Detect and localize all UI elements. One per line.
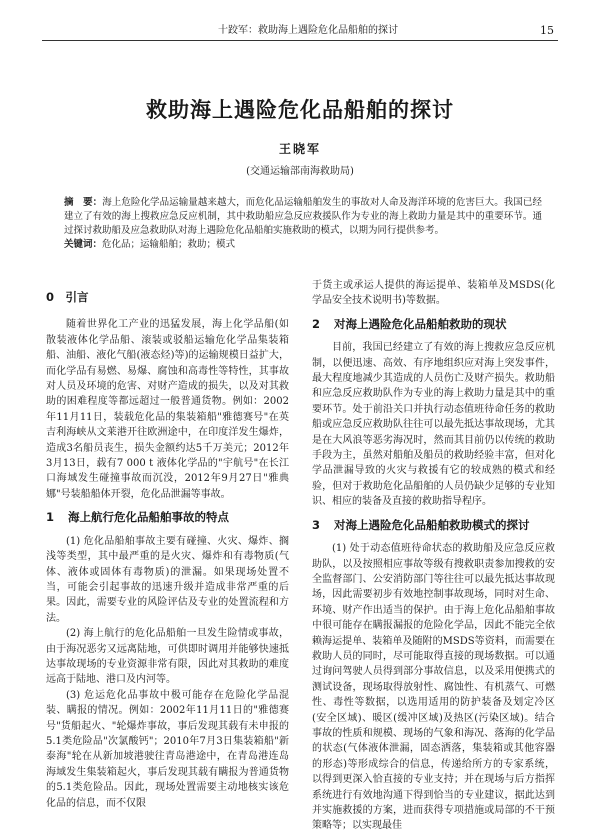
running-head [42, 22, 558, 41]
section-1-title: 海上航行危化品船舶事故的特点 [68, 510, 229, 525]
right-column [312, 278, 555, 834]
section-1-paragraph-1: (1) 危化品船舶事故主要有碰撞、火灾、爆炸、搁浅等类型，其中最严重的是火灾、爆炸和有毒物质(气体、液体或固体有毒物质)的泄漏。如果现场处置不当，可能会引起事故的迅速升级并造成非常严重的后果。因此，需要专业的风险评估及专业的处置流程和方法。 [46, 535, 289, 624]
section-2-number: 2 [312, 316, 321, 331]
section-1-paragraph-3: (3) 危运危化品事故中极可能存在危险化学品混装、瞒报的情况。例如：2002年11月11日的"雅德赛号"货船起火、"轮爆炸事故，事后发现其载有未申报的5.1类危险品"次氯酸钙"；2010年7月3日集装箱船"新泰海"轮在从新加坡港驶往青岛港途中，在青岛港连岛海域发生集装箱起火，事后发现其载有瞒报为普通货物的5.1类危险品。因此，现场处置需要主动地核实该危化品的信息，而不仅限 [46, 689, 289, 809]
article-title: 救助海上遇险危化品船舶的探讨 [146, 98, 454, 122]
section-2-heading [312, 317, 555, 332]
abstract-label: 摘 要： [64, 197, 103, 208]
keywords-label: 关键词： [64, 239, 103, 250]
keywords-text: 危化品；运输船舶；救助；模式 [102, 239, 236, 250]
continued-paragraph: 于货主或承运人提供的海运提单、装箱单及MSDS(化学品安全技术说明书)等数据。 [312, 280, 555, 307]
section-0-heading: 0 引言 [46, 290, 89, 304]
running-head-title: 十跤军：救助海上遇险危化品船舶的探讨 [218, 25, 398, 36]
page-number: 15 [540, 24, 554, 37]
section-1-paragraph-2: (2) 海上航行的危化品船舶一旦发生险情或事故，由于海况恶劣又远离陆地，可供即时调用并能够快速抵达事故现场的专业资源非常有限，因此对其救助的难度远高于陆地、港口及内河等。 [46, 628, 289, 686]
section-3-paragraph: (1) 处于动态值班待命状态的救助船及应急反应救助队，以及按照相应事故等级有搜救职责参加搜救的安全监督部门、公安消防部门等往往可以最先抵达事故现场，因此需要初步有效地控制事故现场，同时对生命、环境、财产作出适当的保护。由于海上危化品船舶事故中很可能存在瞒报漏报的危险化学品，因此不能完全依赖海运提单、装箱单及随附的MSDS等资料，而需要在救助人员的同时，尽可能取得直接的现场数据。可以通过询问驾驶人员得到部分事故信息，以及采用便携式的测试设备，现场取得放射性、腐蚀性、有机蒸气、可燃性、毒性等数据，以选用适用的防护装备及划定冷区(安全区域)、暖区(缓冲区域)及热区(污染区域)。结合事故的性质和规模、现场的气象和海况、落海的化学品的状态(气体液体泄漏，固态洒落，集装箱或其他容器的形态)等形成综合的信息，传递给所方的专家系统，以得到更深入恰直接的专业支持；并在现场与后方指挥系统进行有效地沟通下得到恰当的专业建议，据此达到并实施救援的方案，进而获得专项措施或局部的不干预策略等；以实现最佳 [312, 543, 555, 832]
section-3-number: 3 [312, 517, 321, 532]
section-1-number: 1 [46, 510, 55, 525]
abstract-body [64, 196, 542, 238]
section-0-paragraph: 随着世界化工产业的迅猛发展，海上化学品船(如散装液体化学品船、滚装或驳船运输危化学品集装箱船、油船、液化气船(液态烃)等)的运输规模日益扩大，而化学品有易燃、易爆、腐蚀和高毒性等特性，其事故对人员及环境的危害、对财产造成的损失，以及对其救助的困难程度等都远超过一般普通货物。例如：2002年11月11日，装载危化品的集装箱船"雅德赛号"在英吉利海峡从文莱港开往欧洲途中，在印度洋发生爆炸，造成3名船员丧生，损失金额约达5千万美元；2012年3月13日，载有7 000 t 液体化学品的"宇航号"在长江口海域发生碰撞事故而沉没，2012年9月27日"雅典娜"号装船船体开裂，危化品泄漏等事故。 [46, 319, 289, 500]
left-column [46, 278, 289, 811]
section-1-heading [46, 510, 289, 525]
section-2-title: 对海上遇险危化品船舶救助的现状 [334, 316, 507, 331]
section-3-heading [312, 518, 555, 533]
section-3-title: 对海上遇险危化品船舶救助模式的探讨 [334, 517, 530, 532]
abstract [64, 196, 542, 252]
author: 王晓军 [278, 142, 321, 156]
affiliation: (交通运输部南海救助局) [246, 166, 354, 177]
keywords [64, 238, 542, 252]
abstract-text: 海上危险化学品运输量越来越大，而危化品运输船舶发生的事故对人命及海洋环境的危害巨大。我国已经建立了有效的海上搜救应急反应机制，其中救助船应急反应救援队作为专业的海上救助力量是其中的重要环节。通过探讨救助船及应急救助队对海上遇险危化品船舶实施救助的模式，以期为同行提供参考。 [64, 197, 542, 236]
section-2-paragraph: 目前，我国已经建立了有效的海上搜救应急反应机制，以便迅速、高效、有序地组织应对海上突发事件，最大程度地减少其造成的人员伤亡及财产损失。救助船和应急反应救助队作为专业的海上救助力量是其中的重要环节。处于前沿关口并执行动态值班待命任务的救助船或应急反应救助队往往可以最先抵达事故现场，尤其是在大风浪等恶劣海况时，然而其目前仍以传统的救助手段为主，虽然对船舶及船员的救助经验丰富，但对化学品泄漏导致的火灾与救援有它的较成熟的模式和经验，但对于救助危化品船舶的人员仍缺少足够的专业知识、相应的装备及直接的救助指导程序。 [312, 342, 555, 508]
